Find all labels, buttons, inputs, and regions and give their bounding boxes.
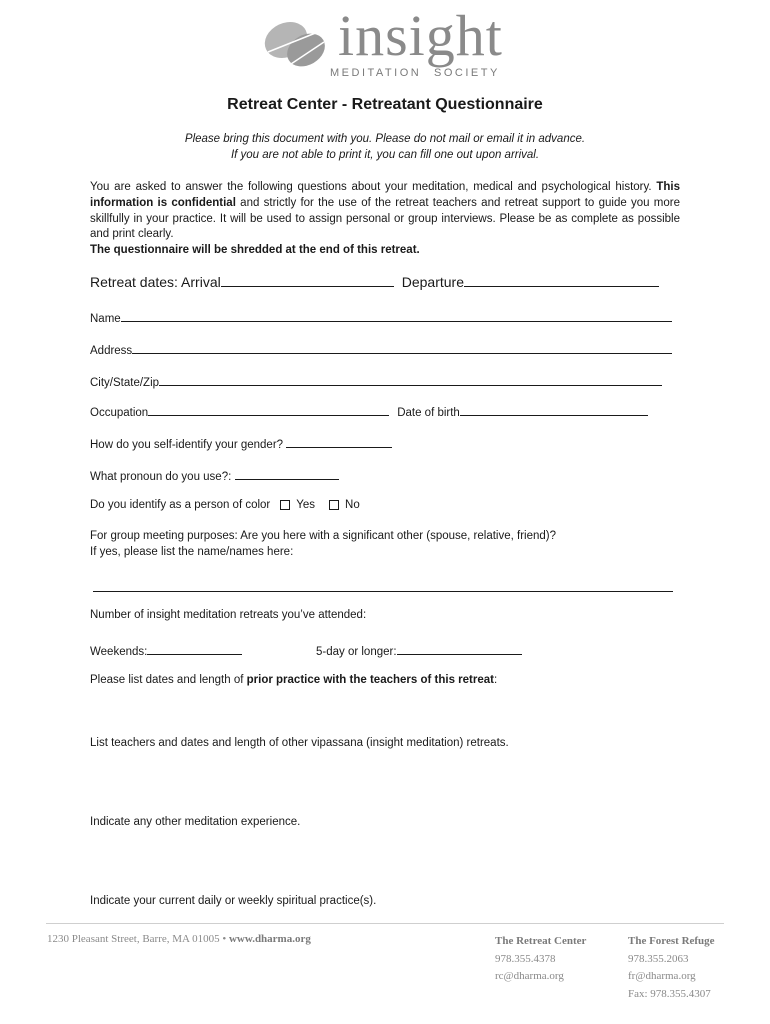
retreat-center-email[interactable]: rc@dharma.org xyxy=(495,970,564,982)
address-label: Address xyxy=(90,345,133,357)
forest-refuge-email[interactable]: fr@dharma.org xyxy=(628,970,696,982)
intro-text-1: You are asked to answer the following questions about your meditation, medical and psychological history. xyxy=(90,181,657,193)
current-practice-label: Indicate your current daily or weekly spiritual practice(s). xyxy=(90,895,377,907)
weekends-row xyxy=(90,642,242,658)
group-question-1: For group meeting purposes: Are you here with a significant other (spouse, relative, friend)? xyxy=(90,530,556,542)
group-question-2: If yes, please list the name/names here: xyxy=(90,546,294,558)
forest-refuge-fax: Fax: 978.355.4307 xyxy=(628,987,711,1000)
poc-row xyxy=(90,499,360,511)
other-retreats-label: List teachers and dates and length of other vipassana (insight meditation) retreats. xyxy=(90,737,509,749)
dob-field[interactable] xyxy=(460,403,648,416)
footer-address xyxy=(47,933,311,945)
notice-line-1: Please bring this document with you. Please do not mail or email it in advance. xyxy=(184,133,586,145)
prior-text-c: : xyxy=(493,674,498,686)
weekends-field[interactable] xyxy=(147,642,242,655)
logo-wordmark: insight xyxy=(338,3,503,68)
gender-label: How do you self-identify your gender? xyxy=(90,439,287,451)
arrival-field[interactable] xyxy=(221,274,394,287)
dob-label: Date of birth xyxy=(397,407,460,419)
prior-text-bold: prior practice with the teachers of this retreat xyxy=(246,674,494,686)
forest-refuge-name: The Forest Refuge xyxy=(628,935,715,947)
name-row xyxy=(90,309,672,325)
prior-practice-answer-area[interactable] xyxy=(90,692,680,732)
retreat-center-contact xyxy=(495,933,586,986)
fiveday-row xyxy=(316,642,522,658)
retreat-count-label: Number of insight meditation retreats you’ve attended: xyxy=(90,609,367,621)
no-label: No xyxy=(345,499,360,511)
no-checkbox[interactable] xyxy=(329,500,339,510)
gender-row xyxy=(90,435,392,451)
intro-paragraph xyxy=(90,180,680,259)
fiveday-field[interactable] xyxy=(397,642,522,655)
poc-label: Do you identify as a person of color xyxy=(90,499,271,511)
intro-bold-2: The questionnaire will be shredded at the end of this retreat. xyxy=(90,244,420,257)
leaf-icon xyxy=(262,16,332,74)
gender-field[interactable] xyxy=(286,435,392,448)
pronoun-label: What pronoun do you use?: xyxy=(90,471,235,483)
name-field[interactable] xyxy=(121,309,672,322)
occupation-row xyxy=(90,403,648,419)
page-title: Retreat Center - Retreatant Questionnaire xyxy=(227,96,543,113)
departure-field[interactable] xyxy=(464,274,659,287)
city-row xyxy=(90,373,662,389)
pronoun-field[interactable] xyxy=(235,467,339,480)
weekends-label: Weekends: xyxy=(90,646,148,658)
forest-refuge-contact xyxy=(628,933,715,1003)
address-row xyxy=(90,341,672,357)
retreat-center-name: The Retreat Center xyxy=(495,935,587,947)
forest-refuge-phone: 978.355.2063 xyxy=(628,952,689,965)
yes-label: Yes xyxy=(296,499,316,511)
notice-line-2: If you are not able to print it, you can fill one out upon arrival. xyxy=(230,149,540,161)
yes-checkbox[interactable] xyxy=(280,500,290,510)
arrival-label: Retreat dates: Arrival xyxy=(90,274,221,290)
pronoun-row xyxy=(90,467,339,483)
departure-label: Departure xyxy=(401,274,464,290)
city-field[interactable] xyxy=(159,373,662,386)
logo-subtitle-1: MEDITATION xyxy=(330,67,422,79)
group-names-field[interactable] xyxy=(93,578,673,592)
other-retreats-answer-area[interactable] xyxy=(90,755,680,810)
prior-text-a: Please list dates and length of xyxy=(90,674,247,686)
occupation-field[interactable] xyxy=(148,403,389,416)
retreat-dates-row xyxy=(90,274,659,290)
insight-meditation-society-logo xyxy=(262,3,522,82)
retreat-center-phone: 978.355.4378 xyxy=(495,952,556,965)
other-experience-label: Indicate any other meditation experience. xyxy=(90,816,301,828)
footer-divider xyxy=(46,923,724,924)
intro-text-2: and strictly for the use of the retreat teachers and retreat support to guide you more skillfully in your practice. It will be used to assign personal or group interviews. Please be as complete as possible and print clearly. xyxy=(90,196,681,241)
prior-practice-label xyxy=(90,674,497,686)
fiveday-label: 5-day or longer: xyxy=(316,646,397,658)
city-label: City/State/Zip xyxy=(90,377,160,389)
footer-address-text: 1230 Pleasant Street, Barre, MA 01005 • xyxy=(47,933,229,945)
logo-subtitle-2: SOCIETY xyxy=(434,67,500,79)
occupation-label: Occupation xyxy=(90,407,149,419)
intro-bold-1: This information is confidential xyxy=(90,181,680,209)
name-label: Name xyxy=(90,313,121,325)
address-field[interactable] xyxy=(132,341,672,354)
footer-website-link[interactable]: www.dharma.org xyxy=(228,933,311,945)
other-experience-answer-area[interactable] xyxy=(90,834,680,889)
